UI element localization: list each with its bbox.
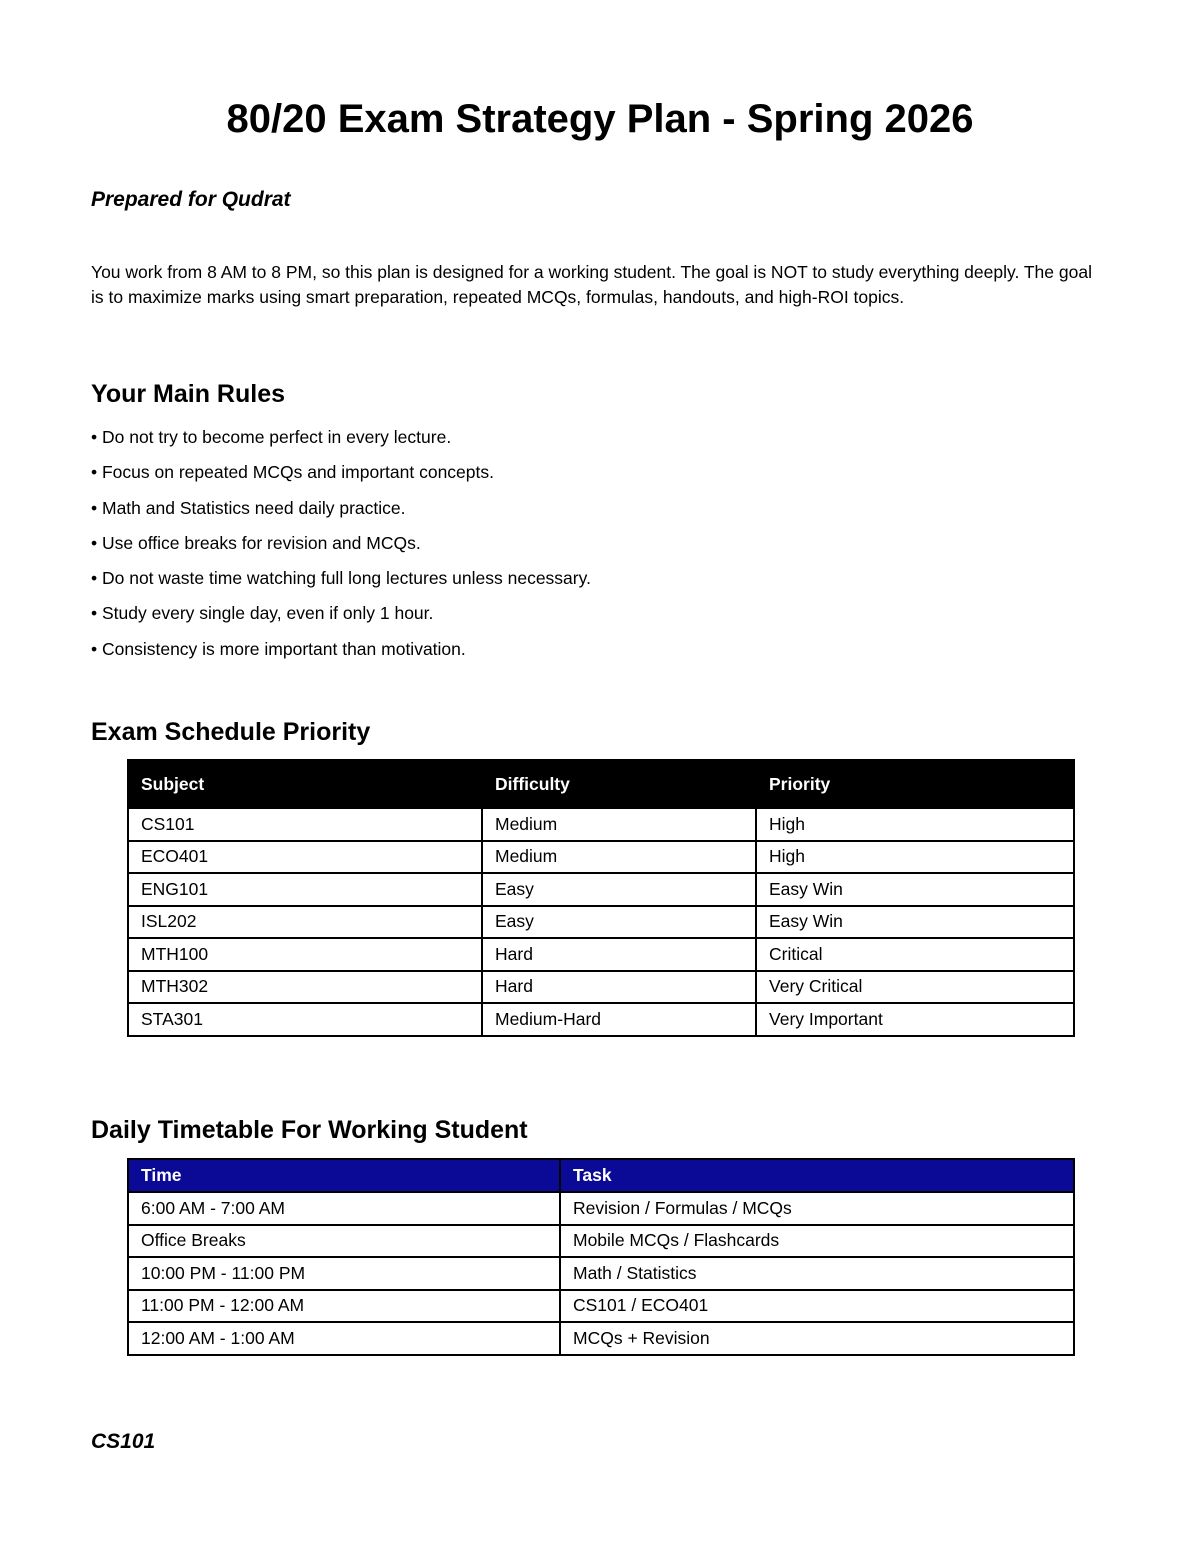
rule-item: • Consistency is more important than motivation.	[91, 638, 466, 659]
page-title: 80/20 Exam Strategy Plan - Spring 2026	[226, 97, 974, 141]
column-header-priority: Priority	[756, 760, 1074, 808]
priority-cell: Very Critical	[756, 971, 1074, 1004]
rule-item: • Do not try to become perfect in every lecture.	[91, 427, 452, 447]
time-cell: Office Breaks	[128, 1225, 560, 1258]
rule-item: • Do not waste time watching full long lectures unless necessary.	[91, 568, 591, 589]
table-row	[128, 1257, 1074, 1290]
priority-cell: Very Important	[756, 1003, 1074, 1036]
column-header-task: Task	[560, 1159, 1074, 1192]
difficulty-cell: Hard	[482, 938, 756, 971]
task-cell: Math / Statistics	[560, 1257, 1074, 1290]
column-header-time: Time	[128, 1159, 560, 1192]
footer-section-label: CS101	[91, 1430, 156, 1453]
rule-item: • Use office breaks for revision and MCQs.	[91, 532, 421, 553]
task-cell: Mobile MCQs / Flashcards	[560, 1225, 1074, 1258]
table-row	[128, 1225, 1074, 1258]
table-row	[128, 971, 1074, 1004]
rule-item: • Focus on repeated MCQs and important concepts.	[91, 462, 494, 483]
task-cell: Revision / Formulas / MCQs	[560, 1192, 1074, 1225]
rule-item: • Study every single day, even if only 1 hour.	[91, 603, 434, 624]
table-header-row	[128, 1159, 1074, 1192]
table-row	[128, 1290, 1074, 1323]
timetable-heading: Daily Timetable For Working Student	[91, 1116, 528, 1144]
table-row	[128, 938, 1074, 971]
priority-cell: Easy Win	[756, 873, 1074, 906]
table-row	[128, 1003, 1074, 1036]
difficulty-cell: Hard	[482, 971, 756, 1004]
rule-item: • Math and Statistics need daily practice.	[91, 497, 406, 518]
time-cell: 12:00 AM - 1:00 AM	[128, 1322, 560, 1355]
priority-cell: High	[756, 808, 1074, 841]
rules-list	[91, 425, 591, 672]
daily-timetable-table	[127, 1158, 1075, 1356]
subject-cell: MTH100	[128, 938, 482, 971]
task-cell: MCQs + Revision	[560, 1322, 1074, 1355]
time-cell: 6:00 AM - 7:00 AM	[128, 1192, 560, 1225]
exam-schedule-heading: Exam Schedule Priority	[91, 718, 371, 746]
task-cell: CS101 / ECO401	[560, 1290, 1074, 1323]
table-row	[128, 841, 1074, 874]
difficulty-cell: Medium	[482, 808, 756, 841]
table-row	[128, 906, 1074, 939]
table-row	[128, 808, 1074, 841]
priority-cell: High	[756, 841, 1074, 874]
time-cell: 11:00 PM - 12:00 AM	[128, 1290, 560, 1323]
difficulty-cell: Medium	[482, 841, 756, 874]
difficulty-cell: Medium-Hard	[482, 1003, 756, 1036]
subject-cell: MTH302	[128, 971, 482, 1004]
table-row	[128, 1192, 1074, 1225]
table-row	[128, 1322, 1074, 1355]
priority-cell: Critical	[756, 938, 1074, 971]
intro-paragraph: You work from 8 AM to 8 PM, so this plan is designed for a working student. The goal is NOT to study everything deeply. The goal is to maximize marks using smart preparation, repeated MCQs, formulas, handouts, and high-ROI topics.	[91, 262, 1092, 307]
table-row	[128, 873, 1074, 906]
subject-cell: STA301	[128, 1003, 482, 1036]
prepared-for-subtitle: Prepared for Qudrat	[91, 188, 291, 211]
difficulty-cell: Easy	[482, 873, 756, 906]
rules-heading: Your Main Rules	[91, 380, 286, 408]
exam-schedule-table	[127, 759, 1075, 1037]
column-header-subject: Subject	[128, 760, 482, 808]
time-cell: 10:00 PM - 11:00 PM	[128, 1257, 560, 1290]
difficulty-cell: Easy	[482, 906, 756, 939]
subject-cell: ENG101	[128, 873, 482, 906]
column-header-difficulty: Difficulty	[482, 760, 756, 808]
subject-cell: ECO401	[128, 841, 482, 874]
subject-cell: CS101	[128, 808, 482, 841]
table-header-row	[128, 760, 1074, 808]
priority-cell: Easy Win	[756, 906, 1074, 939]
subject-cell: ISL202	[128, 906, 482, 939]
